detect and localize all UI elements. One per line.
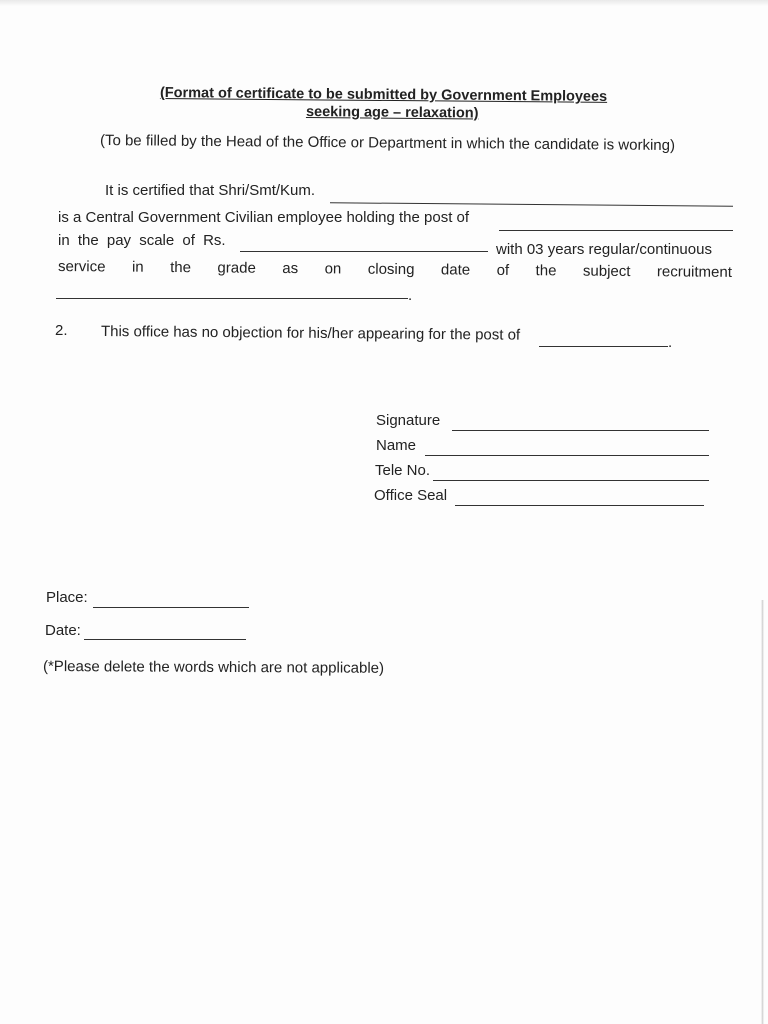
pay-scale-text: in the pay scale of Rs. <box>58 232 226 249</box>
service-word-6: on <box>324 260 342 278</box>
date-label: Date: <box>45 622 81 639</box>
paragraph1-end-mark: . <box>408 287 413 304</box>
service-word-11: subject <box>582 262 631 280</box>
paragraph-number-2: 2. <box>55 322 68 339</box>
signature-blank[interactable] <box>452 430 709 431</box>
scan-top-edge <box>0 0 768 6</box>
service-word-5: as <box>282 259 299 278</box>
post-blank[interactable] <box>499 230 733 231</box>
employee-post-text: is a Central Government Civilian employee holding the post of <box>58 209 470 226</box>
service-grade-line <box>58 258 732 282</box>
name-label: Name <box>376 437 417 454</box>
service-word-9: of <box>496 261 510 279</box>
name-blank[interactable] <box>425 455 709 456</box>
service-word-8: date <box>440 261 471 279</box>
certified-text: It is certified that Shri/Smt/Kum. <box>105 182 316 199</box>
service-years-text: with 03 years regular/continuous <box>496 241 712 258</box>
service-word-4: grade <box>217 259 256 277</box>
service-word-12: recruitment <box>656 263 733 281</box>
paragraph2-end-mark: . <box>668 334 673 351</box>
certificate-title-line2: seeking age – relaxation) <box>305 104 479 122</box>
office-seal-blank[interactable] <box>455 505 704 506</box>
place-blank[interactable] <box>93 607 249 608</box>
place-label: Place: <box>46 589 88 606</box>
service-word-10: the <box>535 262 557 280</box>
tele-label: Tele No. <box>375 462 431 479</box>
service-word-2: in <box>131 258 144 276</box>
service-word-1: service <box>57 258 106 276</box>
no-objection-text: This office has no objection for his/her appearing for the post of <box>100 323 521 344</box>
service-word-7: closing <box>367 260 415 279</box>
certificate-title-line1: (Format of certificate to be submitted by Government Employees <box>159 85 608 105</box>
recruitment-blank[interactable] <box>56 298 408 299</box>
post-applied-blank[interactable] <box>539 346 668 347</box>
office-seal-label: Office Seal <box>374 487 448 504</box>
signature-label: Signature <box>376 412 441 429</box>
date-blank[interactable] <box>84 639 246 640</box>
footnote-text: (*Please delete the words which are not applicable) <box>42 658 385 677</box>
service-word-3: the <box>170 258 192 277</box>
instruction-subheading: (To be filled by the Head of the Office or Department in which the candidate is working) <box>99 132 676 155</box>
scan-right-edge <box>761 600 764 1024</box>
pay-scale-blank[interactable] <box>240 251 488 252</box>
tele-blank[interactable] <box>433 480 709 481</box>
candidate-name-blank[interactable] <box>330 202 733 207</box>
